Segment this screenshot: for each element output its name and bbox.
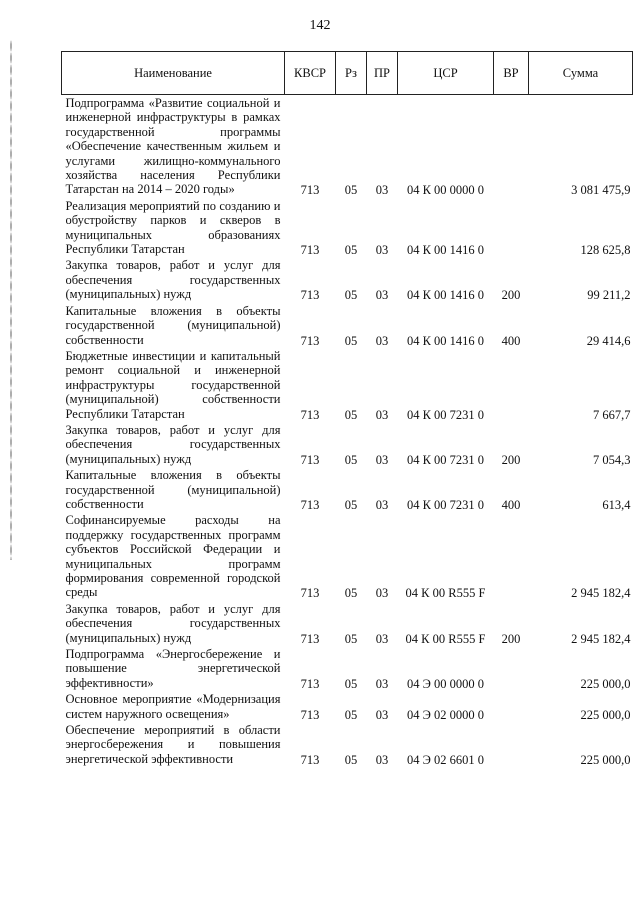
table-row — [62, 348, 633, 422]
table-row — [62, 601, 633, 646]
row-sum: 613,4 — [602, 497, 631, 512]
row-rz: 05 — [344, 243, 358, 258]
table-header — [62, 52, 633, 95]
row-sum: 7 667,7 — [593, 407, 631, 422]
row-sum: 2 945 182,4 — [571, 586, 631, 601]
row-rz: 05 — [344, 752, 358, 767]
row-vr: 200 — [501, 631, 521, 646]
row-rz: 05 — [344, 183, 358, 198]
row-rz: 05 — [344, 333, 358, 348]
row-vr — [494, 348, 529, 422]
row-sum: 225 000,0 — [580, 707, 631, 722]
row-kvsr: 713 — [300, 752, 320, 767]
row-name: Капитальные вложения в объекты государственной (муниципальной) собственности — [65, 303, 281, 347]
row-csr: 04 К 00 1416 0 — [406, 243, 485, 258]
row-csr: 04 К 00 1416 0 — [406, 288, 485, 303]
row-kvsr: 713 — [300, 586, 320, 601]
row-pr: 03 — [375, 586, 389, 601]
row-pr: 03 — [375, 183, 389, 198]
row-kvsr: 713 — [300, 243, 320, 258]
row-csr: 04 К 00 7231 0 — [406, 407, 485, 422]
row-name: Подпрограмма «Развитие социальной и инженерной инфраструктуры в рамках государственной программы «Обеспечение качественным жильем и услугами жилищно-коммунального хозяйства населения Республики Татарстан на 2014 – 2020 годы» — [65, 96, 281, 197]
row-sum: 3 081 475,9 — [571, 183, 631, 198]
row-csr: 04 К 00 R555 F — [405, 586, 486, 601]
row-vr — [494, 691, 529, 722]
row-rz: 05 — [344, 707, 358, 722]
row-rz: 05 — [344, 407, 358, 422]
row-kvsr: 713 — [300, 452, 320, 467]
row-sum: 29 414,6 — [586, 333, 631, 348]
table-row — [62, 646, 633, 691]
header-rz: Рз — [336, 52, 367, 95]
header-csr: ЦСР — [398, 52, 494, 95]
row-kvsr: 713 — [300, 631, 320, 646]
row-pr: 03 — [375, 497, 389, 512]
row-vr — [494, 198, 529, 258]
row-sum: 2 945 182,4 — [571, 631, 631, 646]
header-kvsr: КВСР — [285, 52, 336, 95]
row-vr: 200 — [501, 288, 521, 303]
table-row — [62, 257, 633, 302]
row-sum: 225 000,0 — [580, 752, 631, 767]
row-csr: 04 К 00 7231 0 — [406, 452, 485, 467]
table-row — [62, 198, 633, 258]
row-kvsr: 713 — [300, 707, 320, 722]
row-sum: 128 625,8 — [580, 243, 631, 258]
row-csr: 04 К 00 0000 0 — [406, 183, 485, 198]
row-name: Основное мероприятие «Модернизация систем наружного освещения» — [65, 692, 281, 721]
row-pr: 03 — [375, 452, 389, 467]
row-csr: 04 Э 02 0000 0 — [406, 707, 484, 722]
row-rz: 05 — [344, 676, 358, 691]
row-pr: 03 — [375, 676, 389, 691]
row-sum: 99 211,2 — [587, 288, 631, 303]
header-vr: ВР — [494, 52, 529, 95]
table-body — [62, 95, 633, 768]
row-vr: 400 — [501, 497, 521, 512]
row-vr: 200 — [501, 452, 521, 467]
budget-table — [61, 51, 633, 767]
row-pr: 03 — [375, 752, 389, 767]
row-pr: 03 — [375, 288, 389, 303]
row-pr: 03 — [375, 631, 389, 646]
table-row — [62, 422, 633, 467]
row-name: Капитальные вложения в объекты государственной (муниципальной) собственности — [65, 468, 281, 511]
row-rz: 05 — [344, 586, 358, 601]
row-kvsr: 713 — [300, 183, 320, 198]
row-name: Закупка товаров, работ и услуг для обеспечения государственных (муниципальных) нужд — [65, 601, 281, 645]
header-sum: Сумма — [529, 52, 633, 95]
row-name: Закупка товаров, работ и услуг для обеспечения государственных (муниципальных) нужд — [65, 258, 281, 302]
row-rz: 05 — [344, 452, 358, 467]
row-rz: 05 — [344, 631, 358, 646]
header-name: Наименование — [62, 52, 285, 95]
row-csr: 04 К 00 1416 0 — [406, 333, 485, 348]
header-pr: ПР — [367, 52, 398, 95]
row-pr: 03 — [375, 243, 389, 258]
row-vr — [494, 512, 529, 600]
row-name: Бюджетные инвестиции и капитальный ремонт социальной и инженерной инфраструктуры государственной (муниципальной) собственности Республики Татарстан — [65, 348, 281, 421]
row-kvsr: 713 — [300, 676, 320, 691]
row-name: Подпрограмма «Энергосбережение и повышение энергетической эффективности» — [65, 647, 281, 690]
table-row — [62, 512, 633, 600]
row-csr: 04 Э 00 0000 0 — [406, 676, 484, 691]
row-rz: 05 — [344, 288, 358, 303]
binding-margin-marks — [10, 40, 12, 560]
row-vr — [494, 646, 529, 691]
row-vr: 400 — [501, 333, 521, 348]
table-row — [62, 303, 633, 348]
row-csr: 04 К 00 R555 F — [405, 631, 486, 646]
table-row — [62, 467, 633, 512]
row-name: Обеспечение мероприятий в области энергосбережения и повышения энергетической эффективности — [65, 723, 281, 766]
row-vr — [494, 722, 529, 767]
table-row — [62, 691, 633, 722]
row-rz: 05 — [344, 497, 358, 512]
row-kvsr: 713 — [300, 497, 320, 512]
row-vr — [494, 95, 529, 198]
page-number: 142 — [309, 18, 331, 33]
row-csr: 04 Э 02 6601 0 — [406, 752, 484, 767]
row-kvsr: 713 — [300, 288, 320, 303]
row-sum: 7 054,3 — [593, 452, 631, 467]
row-kvsr: 713 — [300, 333, 320, 348]
row-name: Реализация мероприятий по созданию и обустройству парков и скверов в муниципальных образованиях Республики Татарстан — [65, 198, 281, 257]
row-sum: 225 000,0 — [580, 676, 631, 691]
row-pr: 03 — [375, 407, 389, 422]
row-pr: 03 — [375, 707, 389, 722]
row-pr: 03 — [375, 333, 389, 348]
row-csr: 04 К 00 7231 0 — [406, 497, 485, 512]
table-row — [62, 95, 633, 198]
row-name: Софинансируемые расходы на поддержку государственных программ субъектов Российской Федерации и муниципальных программ формирования современной городской среды — [65, 513, 281, 600]
table-row — [62, 722, 633, 767]
row-name: Закупка товаров, работ и услуг для обеспечения государственных (муниципальных) нужд — [65, 422, 281, 466]
row-kvsr: 713 — [300, 407, 320, 422]
